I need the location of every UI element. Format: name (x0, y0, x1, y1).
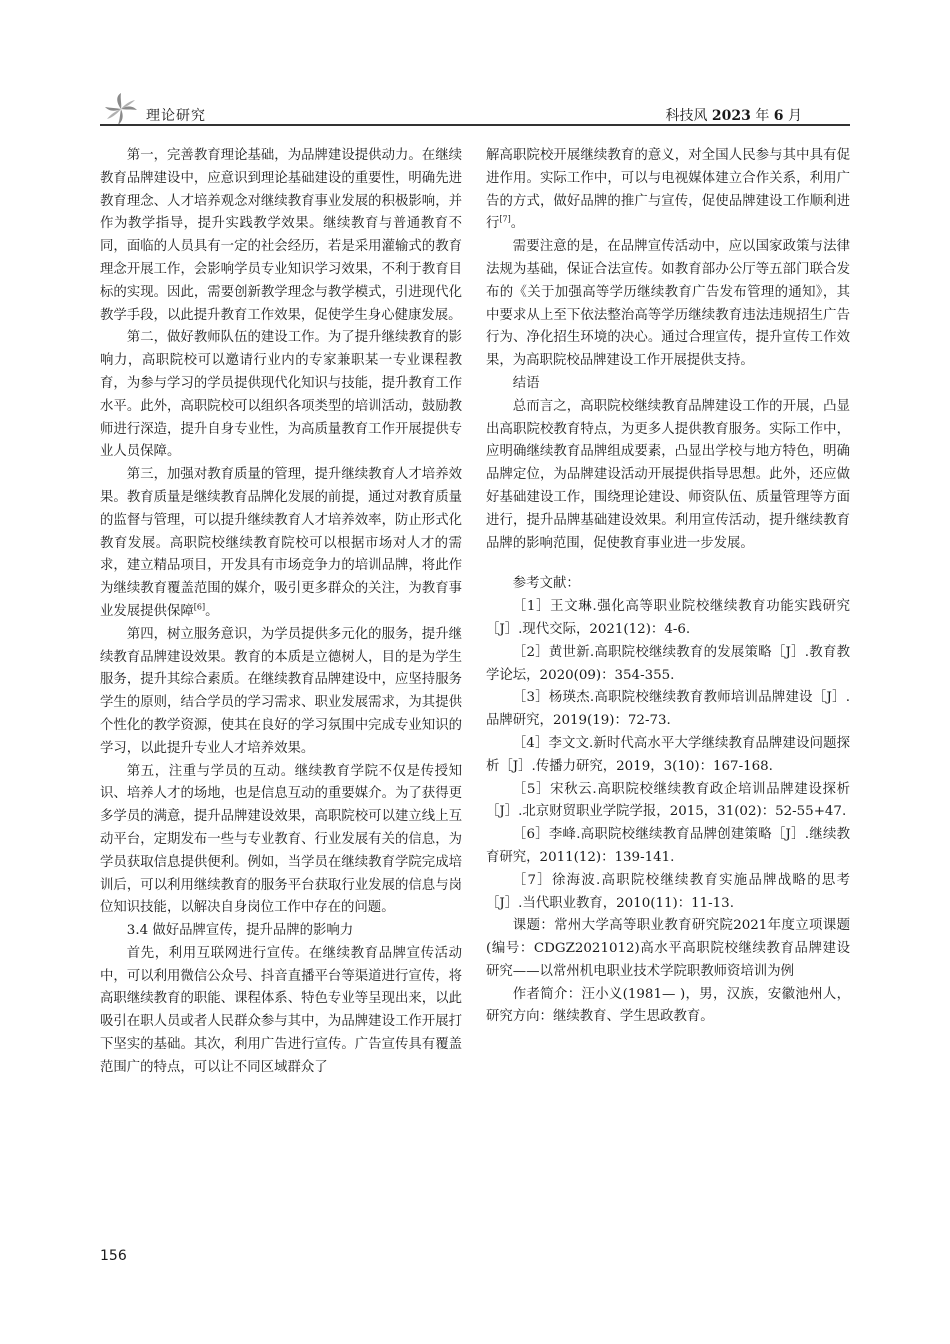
paragraph: 解高职院校开展继续教育的意义，对全国人民参与其中具有促进作用。实际工作中，可以与电视媒体建立合作关系，利用广告的方式，做好品牌的推广与宣传，促使品牌建设工作顺利进行[7]。 (486, 148, 850, 232)
project-note: 课题：常州大学高等职业教育研究院2021年度立项课题(编号：CDGZ2021012)高水平高职院校继续教育品牌建设研究——以常州机电职业技术学院职教师资培训为例 (486, 918, 850, 979)
paragraph: 第一，完善教育理论基础，为品牌建设提供动力。在继续教育品牌建设中，应意识到理论基础建设的重要性，明确先进教育理念、人才培养观念对继续教育事业发展的积极影响，并作为教学指导，提升实践教学效果。继续教育与普通教育不同，面临的人员具有一定的社会经历，若是采用灌输式的教育理念开展工作，会影响学员专业知识学习效果，不利于教育目标的实现。因此，需要创新教学理念与教学模式，引进现代化教学手段，以此提升教育工作效果，促使学生身心健康发展。 (100, 148, 462, 323)
reference-item: ［3］杨瑛杰.高职院校继续教育教师培训品牌建设［J］.品牌研究，2019(19)：72-73. (486, 690, 850, 729)
paragraph: 需要注意的是，在品牌宣传活动中，应以国家政策与法律法规为基础，保证合法宣传。如教育部办公厅等五部门联合发布的《关于加强高等学历继续教育广告发布管理的通知》，其中要求从上至下依法整治高等学历继续教育违法违规招生广告行为、净化招生环境的决心。通过合理宣传，提升宣传工作效果，为高职院校品牌建设工作开展提供支持。 (486, 239, 850, 369)
citation: [7] (499, 214, 511, 224)
right-column (486, 145, 850, 1029)
journal-logo-icon (104, 92, 138, 126)
references-title: 参考文献： (512, 576, 580, 592)
running-header (100, 92, 850, 130)
paragraph: 第四，树立服务意识，为学员提供多元化的服务，提升继续教育品牌建设效果。教育的本质是立德树人，目的是为学生服务，提升其综合素质。在继续教育品牌建设中，应坚持服务学生的原则，结合学员的学习需求、职业发展需求，为其提供个性化的教学资源，使其在良好的学习氛围中完成专业知识的学习，以此提升专业人才培养效果。 (100, 626, 462, 756)
paragraph: 第三，加强对教育质量的管理，提升继续教育人才培养效果。教育质量是继续教育品牌化发展的前提，通过对教育质量的监督与管理，可以提升继续教育人才培养效率，防止形式化教育发展。高职院校继续教育院校可以根据市场对人才的需求，建立精品项目，开发具有市场竞争力的培训品牌，将此作为继续教育覆盖范围的媒介，吸引更多群众的关注，为教育事业发展提供保障[6]。 (100, 467, 462, 619)
author-bio: 作者简介：汪小义(1981— )，男，汉族，安徽池州人，研究方向：继续教育、学生思政教育。 (486, 986, 850, 1025)
reference-item: ［2］黄世新.高职院校继续教育的发展策略［J］.教育教学论坛，2020(09)：354-355. (486, 644, 850, 683)
paragraph: 第五，注重与学员的互动。继续教育学院不仅是传授知识、培养人才的场地，也是信息互动的重要媒介。为了获得更多学员的满意，提升品牌建设效果，高职院校可以建立线上互动平台，定期发布一些与专业教育、行业发展有关的信息，为学员获取信息提供便利。例如，当学员在继续教育学院完成培训后，可以利用继续教育的服务平台获取行业发展的信息与岗位知识技能，以解决自身岗位工作中存在的问题。 (100, 763, 462, 916)
reference-item: ［6］李峰.高职院校继续教育品牌创建策略［J］.继续教育研究，2011(12)：139-141. (486, 827, 850, 865)
journal-issue: 科技风 2023 年 6 月 (665, 108, 802, 124)
section-heading: 3.4 做好品牌宣传，提升品牌的影响力 (126, 923, 354, 939)
paragraph: 总而言之，高职院校继续教育品牌建设工作的开展，凸显出高职院校教育特点，为更多人提供教育服务。实际工作中，应明确继续教育品牌组成要素，凸显出学校与地方特色，明确品牌定位，为品牌建设活动开展提供指导思想。此外，还应做好基础建设工作，围绕理论建设、师资队伍、质量管理等方面进行，提升品牌基础建设效果。利用宣传活动，提升继续教育品牌的影响范围，促使教育事业进一步发展。 (486, 398, 850, 551)
reference-item: ［7］徐海波.高职院校继续教育实施品牌战略的思考［J］.当代职业教育，2010(11)：11-13. (486, 872, 850, 911)
conclusion-heading: 结语 (512, 375, 540, 391)
citation: [6] (193, 602, 206, 612)
page-number: 156 (100, 1248, 127, 1264)
reference-item: ［1］王文琳.强化高等职业院校继续教育功能实践研究［J］.现代交际，2021(12)：4-6. (486, 599, 850, 637)
paragraph: 首先，利用互联网进行宣传。在继续教育品牌宣传活动中，可以利用微信公众号、抖音直播平台等渠道进行宣传，将高职继续教育的职能、课程体系、特色专业等呈现出来，以此吸引在职人员或者人民群众参与其中，为品牌建设工作开展打下坚实的基础。其次，利用广告进行宣传。广告宣传具有覆盖范围广的特点，可以让不同区域群众了 (100, 945, 462, 1075)
section-label: 理论研究 (146, 108, 206, 124)
reference-item: ［4］李文文.新时代高水平大学继续教育品牌建设问题探析［J］.传播力研究，2019，3(10)：167-168. (486, 735, 850, 774)
header-rule (100, 124, 850, 126)
paragraph: 第二，做好教师队伍的建设工作。为了提升继续教育的影响力，高职院校可以邀请行业内的专家兼职某一专业课程教育，为参与学习的学员提供现代化知识与技能，提升教育工作水平。此外，高职院校可以组织各项类型的培训活动，鼓励教师进行深造，提升自身专业性，为高质量教育工作开展提供专业人员保障。 (100, 330, 462, 460)
left-column (100, 145, 462, 1080)
reference-item: ［5］宋秋云.高职院校继续教育政企培训品牌建设探析［J］.北京财贸职业学院学报，2015，31(02)：52-55+47. (486, 781, 850, 820)
